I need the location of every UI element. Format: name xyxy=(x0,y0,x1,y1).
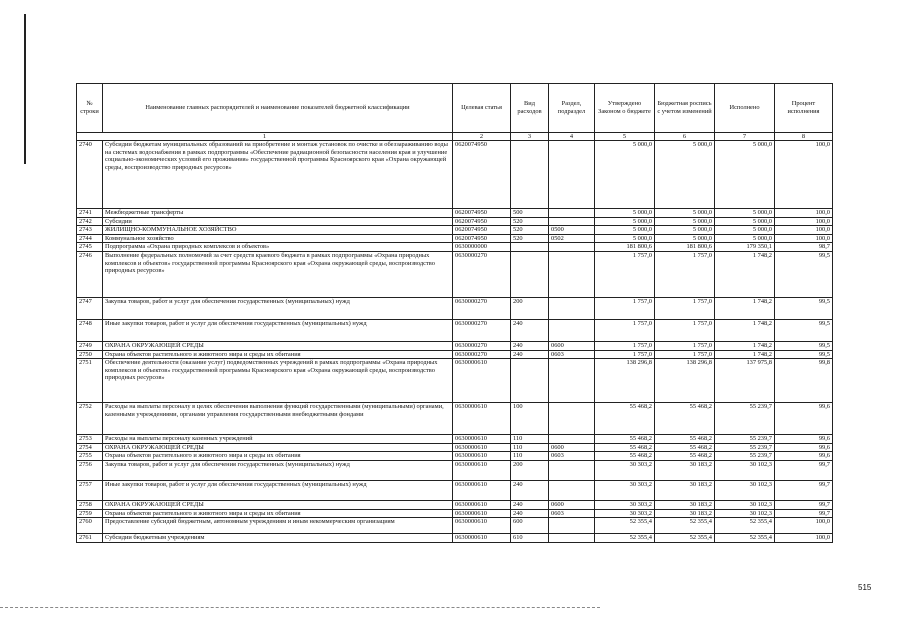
row-name: Охрана объектов растительного и животного мира и среды их обитания xyxy=(103,452,453,461)
row-budget-list: 52 355,4 xyxy=(655,518,715,534)
row-percent: 99,7 xyxy=(775,480,833,500)
row-section: 0600 xyxy=(549,443,595,452)
row-budget-list: 1 757,0 xyxy=(655,350,715,359)
table-row xyxy=(77,217,833,226)
table-row xyxy=(77,341,833,350)
row-number: 2745 xyxy=(77,243,103,252)
row-expense-type: 240 xyxy=(511,341,549,350)
row-percent: 100,0 xyxy=(775,209,833,218)
row-budget-list: 181 800,6 xyxy=(655,243,715,252)
row-percent: 99,5 xyxy=(775,251,833,297)
row-budget-list: 30 183,2 xyxy=(655,500,715,509)
row-percent: 100,0 xyxy=(775,518,833,534)
row-number: 2755 xyxy=(77,452,103,461)
row-number: 2747 xyxy=(77,297,103,319)
row-approved: 1 757,0 xyxy=(595,319,655,341)
row-section: 0502 xyxy=(549,234,595,243)
column-number: 6 xyxy=(655,133,715,141)
row-done: 5 000,0 xyxy=(715,234,775,243)
table-row xyxy=(77,534,833,543)
row-budget-list: 138 296,8 xyxy=(655,359,715,403)
table-row xyxy=(77,480,833,500)
row-percent: 99,5 xyxy=(775,350,833,359)
row-article: 0620074950 xyxy=(453,209,511,218)
row-number: 2751 xyxy=(77,359,103,403)
row-approved: 30 303,2 xyxy=(595,500,655,509)
row-percent: 100,0 xyxy=(775,141,833,209)
row-approved: 30 303,2 xyxy=(595,460,655,480)
row-expense-type: 520 xyxy=(511,234,549,243)
row-article: 0630000610 xyxy=(453,359,511,403)
header-name: Наименование главных распорядителей и наименование показателей бюджетной классификации xyxy=(103,84,453,133)
table-row xyxy=(77,251,833,297)
row-done: 52 355,4 xyxy=(715,534,775,543)
row-section xyxy=(549,534,595,543)
row-number: 2740 xyxy=(77,141,103,209)
table-row xyxy=(77,297,833,319)
row-approved: 5 000,0 xyxy=(595,141,655,209)
row-done: 1 748,2 xyxy=(715,350,775,359)
row-done: 30 102,3 xyxy=(715,509,775,518)
table-header-row xyxy=(77,84,833,133)
row-percent: 98,7 xyxy=(775,243,833,252)
row-name: Субсидии xyxy=(103,217,453,226)
row-percent: 99,6 xyxy=(775,452,833,461)
binding-line xyxy=(24,14,26,164)
row-percent: 99,6 xyxy=(775,443,833,452)
header-num: № строки xyxy=(77,84,103,133)
row-percent: 99,5 xyxy=(775,297,833,319)
row-expense-type: 240 xyxy=(511,350,549,359)
row-approved: 1 757,0 xyxy=(595,251,655,297)
row-done: 5 000,0 xyxy=(715,141,775,209)
row-number: 2760 xyxy=(77,518,103,534)
row-done: 52 355,4 xyxy=(715,518,775,534)
row-number: 2743 xyxy=(77,226,103,235)
row-percent: 100,0 xyxy=(775,217,833,226)
row-name: ЖИЛИЩНО-КОММУНАЛЬНОЕ ХОЗЯЙСТВО xyxy=(103,226,453,235)
row-article: 0630000610 xyxy=(453,403,511,435)
row-percent: 99,7 xyxy=(775,500,833,509)
row-approved: 1 757,0 xyxy=(595,350,655,359)
row-article: 0630000610 xyxy=(453,518,511,534)
row-number: 2752 xyxy=(77,403,103,435)
row-approved: 30 303,2 xyxy=(595,480,655,500)
row-approved: 181 800,6 xyxy=(595,243,655,252)
column-number: 4 xyxy=(549,133,595,141)
row-done: 30 102,3 xyxy=(715,480,775,500)
column-number: 3 xyxy=(511,133,549,141)
row-section xyxy=(549,319,595,341)
row-budget-list: 1 757,0 xyxy=(655,251,715,297)
table-row xyxy=(77,350,833,359)
row-expense-type: 100 xyxy=(511,403,549,435)
row-name: Коммунальное хозяйство xyxy=(103,234,453,243)
row-expense-type: 610 xyxy=(511,534,549,543)
row-done: 55 239,7 xyxy=(715,443,775,452)
row-article: 0630000610 xyxy=(453,480,511,500)
bottom-rule xyxy=(0,607,600,608)
row-percent: 99,6 xyxy=(775,403,833,435)
page-number: 515 xyxy=(858,583,872,592)
table-row xyxy=(77,435,833,444)
row-expense-type: 600 xyxy=(511,518,549,534)
column-number: 2 xyxy=(453,133,511,141)
row-name: Расходы на выплаты персоналу казенных учреждений xyxy=(103,435,453,444)
row-article: 0630000270 xyxy=(453,319,511,341)
row-done: 1 748,2 xyxy=(715,297,775,319)
row-article: 0620074950 xyxy=(453,217,511,226)
row-approved: 30 303,2 xyxy=(595,509,655,518)
row-done: 137 975,8 xyxy=(715,359,775,403)
table-row xyxy=(77,452,833,461)
row-percent: 99,7 xyxy=(775,460,833,480)
row-name: Закупка товаров, работ и услуг для обеспечения государственных (муниципальных) нужд xyxy=(103,460,453,480)
row-budget-list: 1 757,0 xyxy=(655,319,715,341)
row-budget-list: 55 468,2 xyxy=(655,435,715,444)
row-approved: 55 468,2 xyxy=(595,435,655,444)
row-approved: 55 468,2 xyxy=(595,403,655,435)
table-row xyxy=(77,359,833,403)
row-name: Субсидии бюджетным учреждениям xyxy=(103,534,453,543)
row-name: ОХРАНА ОКРУЖАЮЩЕЙ СРЕДЫ xyxy=(103,341,453,350)
row-name: Подпрограмма «Охрана природных комплексов и объектов» xyxy=(103,243,453,252)
row-approved: 55 468,2 xyxy=(595,443,655,452)
row-done: 55 239,7 xyxy=(715,435,775,444)
row-percent: 99,5 xyxy=(775,319,833,341)
row-article: 0630000610 xyxy=(453,500,511,509)
row-article: 0630000610 xyxy=(453,534,511,543)
row-budget-list: 30 183,2 xyxy=(655,509,715,518)
row-name: Выполнение федеральных полномочий за счет средств краевого бюджета в рамках подпрограммы «Охрана природных комплексов и объектов» государственной программы Красноярского края «Охрана окружающей среды, воспроизводство природных ресурсов» xyxy=(103,251,453,297)
row-article: 0630000610 xyxy=(453,460,511,480)
row-approved: 1 757,0 xyxy=(595,341,655,350)
row-done: 1 748,2 xyxy=(715,251,775,297)
row-article: 0630000000 xyxy=(453,243,511,252)
row-article: 0620074950 xyxy=(453,141,511,209)
row-article: 0630000270 xyxy=(453,297,511,319)
row-name: Охрана объектов растительного и животного мира и среды их обитания xyxy=(103,509,453,518)
row-number: 2754 xyxy=(77,443,103,452)
row-section: 0600 xyxy=(549,341,595,350)
table-row xyxy=(77,460,833,480)
row-done: 5 000,0 xyxy=(715,226,775,235)
row-section xyxy=(549,297,595,319)
row-approved: 52 355,4 xyxy=(595,518,655,534)
row-article: 0630000610 xyxy=(453,452,511,461)
row-number: 2753 xyxy=(77,435,103,444)
row-section xyxy=(549,460,595,480)
row-number: 2756 xyxy=(77,460,103,480)
row-number: 2742 xyxy=(77,217,103,226)
row-name: Закупка товаров, работ и услуг для обеспечения государственных (муниципальных) нужд xyxy=(103,297,453,319)
row-section: 0603 xyxy=(549,452,595,461)
row-name: Расходы на выплаты персоналу в целях обеспечения выполнения функций государственными (муниципальными) органами, казенными учреждениями, органами управления государственными внебюджетными фондами xyxy=(103,403,453,435)
row-done: 30 102,3 xyxy=(715,500,775,509)
header-article: Целевая статья xyxy=(453,84,511,133)
row-budget-list: 5 000,0 xyxy=(655,217,715,226)
row-done: 55 239,7 xyxy=(715,403,775,435)
row-article: 0630000610 xyxy=(453,509,511,518)
header-section: Раздел, подраздел xyxy=(549,84,595,133)
row-budget-list: 5 000,0 xyxy=(655,234,715,243)
row-budget-list: 52 355,4 xyxy=(655,534,715,543)
row-number: 2749 xyxy=(77,341,103,350)
row-approved: 52 355,4 xyxy=(595,534,655,543)
row-section: 0603 xyxy=(549,509,595,518)
row-budget-list: 5 000,0 xyxy=(655,209,715,218)
row-budget-list: 5 000,0 xyxy=(655,226,715,235)
row-section xyxy=(549,243,595,252)
row-percent: 99,8 xyxy=(775,359,833,403)
row-article: 0630000270 xyxy=(453,341,511,350)
row-article: 0630000270 xyxy=(453,251,511,297)
row-done: 30 102,3 xyxy=(715,460,775,480)
row-expense-type: 110 xyxy=(511,452,549,461)
row-budget-list: 55 468,2 xyxy=(655,443,715,452)
column-number: 8 xyxy=(775,133,833,141)
column-number-row xyxy=(77,133,833,141)
row-article: 0620074950 xyxy=(453,234,511,243)
table-row xyxy=(77,243,833,252)
header-percent: Процент исполнения xyxy=(775,84,833,133)
row-expense-type: 200 xyxy=(511,297,549,319)
table-row xyxy=(77,209,833,218)
row-section: 0603 xyxy=(549,350,595,359)
row-approved: 1 757,0 xyxy=(595,297,655,319)
row-name: Обеспечение деятельности (оказание услуг) подведомственных учреждений в рамках подпрограммы «Охрана природных комплексов и объектов» государственной программы Красноярского края «Охрана окружающей среды, воспроизводство природных ресурсов» xyxy=(103,359,453,403)
row-done: 1 748,2 xyxy=(715,341,775,350)
row-expense-type: 200 xyxy=(511,460,549,480)
row-budget-list: 55 468,2 xyxy=(655,452,715,461)
row-section xyxy=(549,403,595,435)
row-expense-type xyxy=(511,141,549,209)
row-done: 179 350,1 xyxy=(715,243,775,252)
row-section xyxy=(549,209,595,218)
row-number: 2746 xyxy=(77,251,103,297)
row-section xyxy=(549,518,595,534)
row-article: 0630000610 xyxy=(453,443,511,452)
row-expense-type xyxy=(511,359,549,403)
row-expense-type: 110 xyxy=(511,435,549,444)
table-row xyxy=(77,500,833,509)
row-approved: 5 000,0 xyxy=(595,217,655,226)
row-done: 5 000,0 xyxy=(715,217,775,226)
table-row xyxy=(77,509,833,518)
row-budget-list: 1 757,0 xyxy=(655,341,715,350)
table-row xyxy=(77,443,833,452)
row-done: 1 748,2 xyxy=(715,319,775,341)
row-budget-list: 30 183,2 xyxy=(655,460,715,480)
row-budget-list: 30 183,2 xyxy=(655,480,715,500)
column-number: 7 xyxy=(715,133,775,141)
row-expense-type: 240 xyxy=(511,500,549,509)
row-name: Субсидии бюджетам муниципальных образований на приобретение и монтаж установок по очистке и обеззараживанию воды на системах водоснабжения в рамках подпрограммы «Обеспечение радиационной безопасности населения края и улучшение социально-экономических условий его проживания» государственной программы Красноярского края «Охрана окружающей среды, воспроизводство природных ресурсов» xyxy=(103,141,453,209)
row-section xyxy=(549,217,595,226)
row-section: 0500 xyxy=(549,226,595,235)
row-expense-type: 110 xyxy=(511,443,549,452)
column-number: 5 xyxy=(595,133,655,141)
row-percent: 100,0 xyxy=(775,534,833,543)
row-number: 2750 xyxy=(77,350,103,359)
table-row xyxy=(77,319,833,341)
row-expense-type: 520 xyxy=(511,226,549,235)
header-done: Исполнено xyxy=(715,84,775,133)
row-number: 2759 xyxy=(77,509,103,518)
header-approved: Утверждено Законом о бюджете xyxy=(595,84,655,133)
row-section xyxy=(549,435,595,444)
row-number: 2744 xyxy=(77,234,103,243)
table-row xyxy=(77,234,833,243)
row-number: 2757 xyxy=(77,480,103,500)
row-expense-type: 240 xyxy=(511,319,549,341)
table-row xyxy=(77,226,833,235)
row-article: 0630000270 xyxy=(453,350,511,359)
row-expense-type: 520 xyxy=(511,217,549,226)
row-expense-type xyxy=(511,251,549,297)
row-approved: 55 468,2 xyxy=(595,452,655,461)
row-section xyxy=(549,251,595,297)
row-budget-list: 1 757,0 xyxy=(655,297,715,319)
row-number: 2748 xyxy=(77,319,103,341)
header-expense-type: Вид расходов xyxy=(511,84,549,133)
row-approved: 138 296,8 xyxy=(595,359,655,403)
row-section xyxy=(549,359,595,403)
row-name: Охрана объектов растительного и животного мира и среды их обитания xyxy=(103,350,453,359)
row-percent: 99,7 xyxy=(775,509,833,518)
row-section: 0600 xyxy=(549,500,595,509)
table-row xyxy=(77,518,833,534)
row-budget-list: 55 468,2 xyxy=(655,403,715,435)
row-expense-type xyxy=(511,243,549,252)
table-row xyxy=(77,403,833,435)
row-budget-list: 5 000,0 xyxy=(655,141,715,209)
row-percent: 99,5 xyxy=(775,341,833,350)
row-percent: 100,0 xyxy=(775,234,833,243)
row-name: Иные закупки товаров, работ и услуг для обеспечения государственных (муниципальных) нужд xyxy=(103,319,453,341)
row-percent: 99,6 xyxy=(775,435,833,444)
row-approved: 5 000,0 xyxy=(595,234,655,243)
row-section xyxy=(549,141,595,209)
row-number: 2741 xyxy=(77,209,103,218)
row-number: 2761 xyxy=(77,534,103,543)
row-section xyxy=(549,480,595,500)
row-expense-type: 240 xyxy=(511,509,549,518)
row-done: 55 239,7 xyxy=(715,452,775,461)
row-name: Межбюджетные трансферты xyxy=(103,209,453,218)
row-number: 2758 xyxy=(77,500,103,509)
row-name: ОХРАНА ОКРУЖАЮЩЕЙ СРЕДЫ xyxy=(103,443,453,452)
column-number: 1 xyxy=(77,133,453,141)
row-article: 0620074950 xyxy=(453,226,511,235)
row-approved: 5 000,0 xyxy=(595,209,655,218)
row-name: Иные закупки товаров, работ и услуг для обеспечения государственных (муниципальных) нужд xyxy=(103,480,453,500)
row-expense-type: 240 xyxy=(511,480,549,500)
budget-table xyxy=(76,83,833,543)
row-approved: 5 000,0 xyxy=(595,226,655,235)
row-done: 5 000,0 xyxy=(715,209,775,218)
table-row xyxy=(77,141,833,209)
row-name: ОХРАНА ОКРУЖАЮЩЕЙ СРЕДЫ xyxy=(103,500,453,509)
header-budget-list: Бюджетная роспись с учетом изменений xyxy=(655,84,715,133)
row-percent: 100,0 xyxy=(775,226,833,235)
row-expense-type: 500 xyxy=(511,209,549,218)
row-name: Предоставление субсидий бюджетным, автономным учреждениям и иным некоммерческим организациям xyxy=(103,518,453,534)
row-article: 0630000610 xyxy=(453,435,511,444)
